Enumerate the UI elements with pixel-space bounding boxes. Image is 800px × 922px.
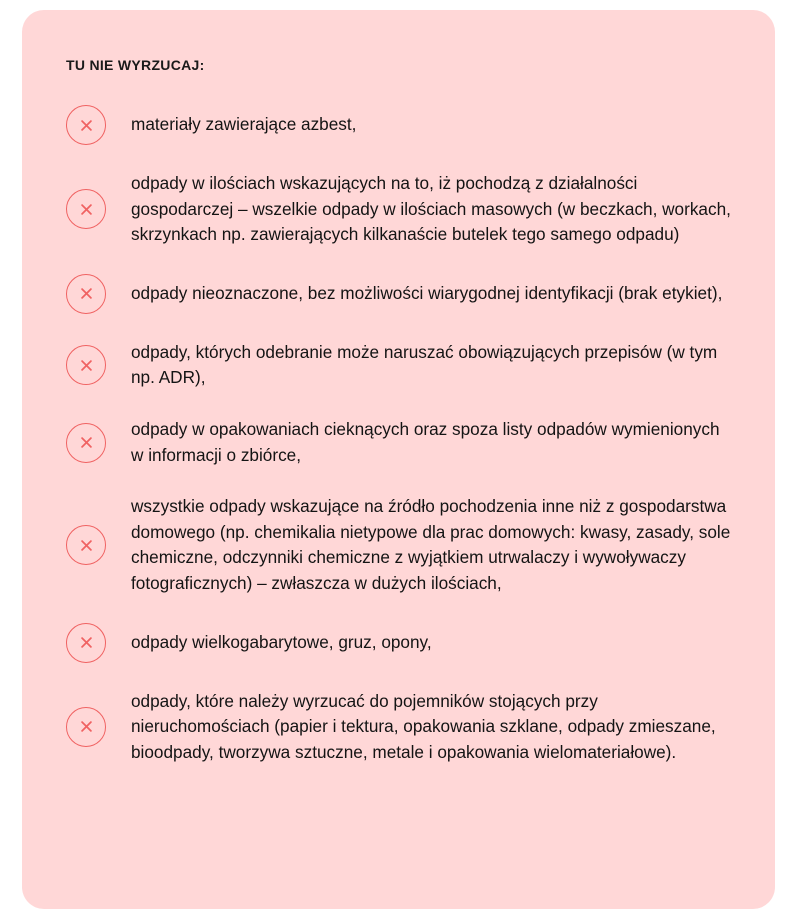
list-item: [66, 623, 731, 663]
list-item: [66, 494, 731, 596]
prohibited-items-list: [66, 105, 731, 765]
list-item: [66, 105, 731, 145]
x-mark-icon: [66, 345, 106, 385]
list-item-text: odpady, które należy wyrzucać do pojemników stojących przy nieruchomościach (papier i tektura, opakowania szklane, odpady zmieszane, bioodpady, tworzywa sztuczne, metale i opakowania wielomateriałowe).: [131, 690, 716, 762]
list-item-text: odpady w ilościach wskazujących na to, iż pochodzą z działalności gospodarczej – wszelkie odpady w ilościach masowych (w beczkach, workach, skrzynkach np. zawierających kilkanaście butelek tego samego odpadu): [131, 173, 731, 245]
x-mark-icon: [66, 105, 106, 145]
list-item-text: odpady, których odebranie może naruszać obowiązujących przepisów (w tym np. ADR),: [131, 341, 718, 388]
list-item-text: odpady nieoznaczone, bez możliwości wiarygodnej identyfikacji (brak etykiet),: [131, 282, 723, 303]
prohibited-items-panel: [22, 10, 775, 909]
list-item: [66, 340, 731, 391]
list-item: [66, 171, 731, 248]
x-mark-icon: [66, 525, 106, 565]
list-item-text: wszystkie odpady wskazujące na źródło pochodzenia inne niż z gospodarstwa domowego (np. chemikalia nietypowe dla prac domowych: kwasy, zasady, sole chemiczne, odczynniki chemiczne z wyjątkiem utrwalaczy i wywoływaczy fotograficznych) – zwłaszcza w dużych ilościach,: [131, 496, 731, 593]
list-item-text: materiały zawierające azbest,: [131, 114, 357, 135]
x-mark-icon: [66, 707, 106, 747]
list-item: [66, 274, 731, 314]
list-item-text: odpady w opakowaniach cieknących oraz spoza listy odpadów wymienionych w informacji o zbiórce,: [131, 418, 720, 465]
x-mark-icon: [66, 274, 106, 314]
x-mark-icon: [66, 423, 106, 463]
list-item-text: odpady wielkogabarytowe, gruz, opony,: [131, 631, 432, 652]
x-mark-icon: [66, 623, 106, 663]
list-item: [66, 417, 731, 468]
list-item: [66, 689, 731, 766]
panel-heading: TU NIE WYRZUCAJ:: [66, 57, 205, 73]
x-mark-icon: [66, 189, 106, 229]
